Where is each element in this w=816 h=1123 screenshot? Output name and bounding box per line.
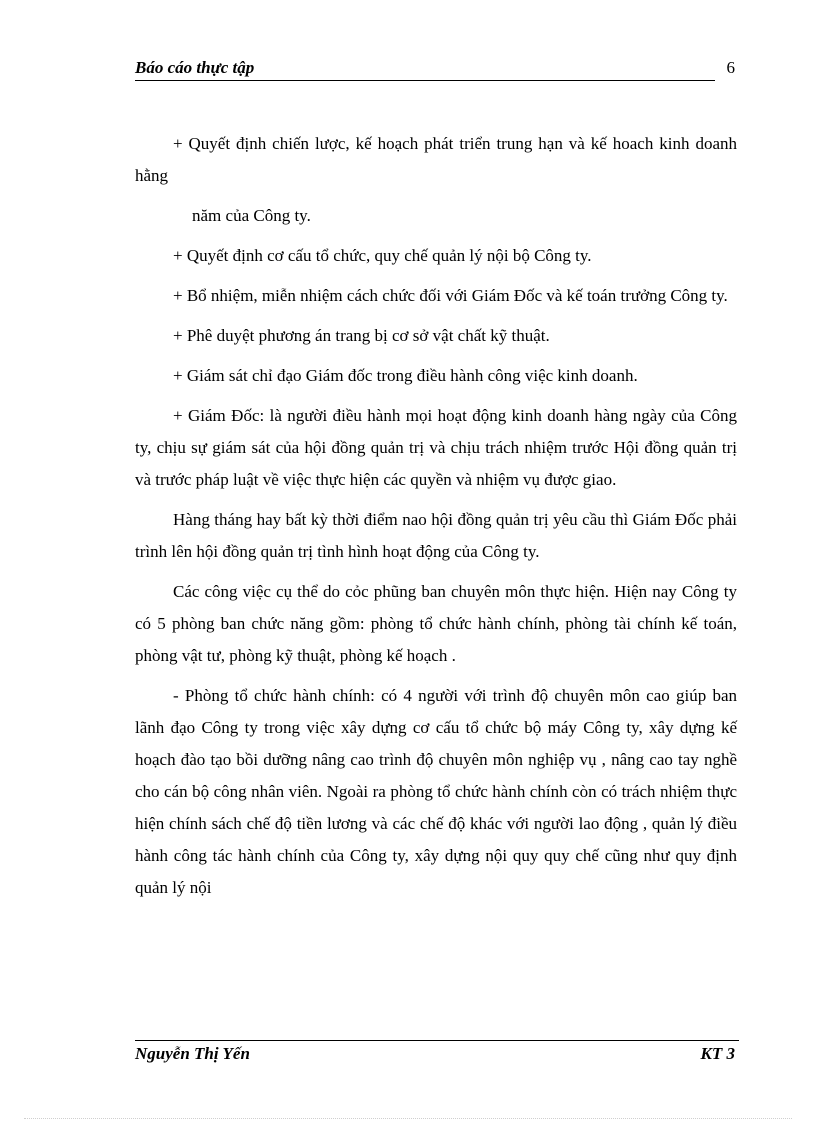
paragraph-supervision: + Giám sát chỉ đạo Giám đốc trong điều hành công việc kinh doanh. [173,366,638,385]
page-bottom-edge [24,1118,792,1119]
paragraph-admin-dept: - Phòng tổ chức hành chính: có 4 người với trình độ chuyên môn cao giúp ban lãnh đạo Công ty trong việc xây dựng cơ cấu tổ chức bộ máy Công ty, xây dựng kế hoạch đào tạo bồi dưỡng nâng cao trình độ chuyên môn nghiệp vụ , nâng cao tay nghề cho cán bộ công nhân viên. Ngoài ra phòng tổ chức hành chính còn có trách nhiệm thực hiện chính sách chế độ tiền lương và các chế độ khác với người lao động , quản lý điều hành công tác hành chính của Công ty, xây dựng nội quy quy chế cũng như quy định quản lý nội [135,686,737,897]
document-body [135,128,737,912]
paragraph-departments: Các công việc cụ thể do cỏc phũng ban chuyên môn thực hiện. Hiện nay Công ty có 5 phòng ban chức năng gồm: phòng tổ chức hành chính, phòng tài chính kế toán, phòng vật tư, phòng kỹ thuật, phòng kế hoạch . [135,582,737,665]
class-code: KT 3 [700,1044,735,1063]
paragraph-approval: + Phê duyệt phương án trang bị cơ sở vật chất kỹ thuật. [173,326,550,345]
footer-divider [135,1040,739,1041]
paragraph-strategy: + Quyết định chiến lược, kế hoạch phát triển trung hạn và kế hoach kinh doanh hằng [135,134,737,185]
paragraph-strategy-cont: năm của Công ty. [192,206,311,225]
page-number: 6 [726,58,735,77]
paragraph-structure: + Quyết định cơ cấu tổ chức, quy chế quản lý nội bộ Công ty. [173,246,592,265]
paragraph-appointment: + Bổ nhiệm, miễn nhiệm cách chức đối với Giám Đốc và kế toán trưởng Công ty. [173,286,728,305]
author-name: Nguyễn Thị Yến [135,1044,250,1063]
report-title: Báo cáo thực tập [135,58,255,77]
header-divider [135,80,715,81]
paragraph-director: + Giám Đốc: là người điều hành mọi hoạt động kinh doanh hàng ngày của Công ty, chịu sự giám sát của hội đồng quản trị và chịu trách nhiệm trước Hội đồng quản trị và trước pháp luật về việc thực hiện các quyền và nhiệm vụ được giao. [135,406,737,489]
page-footer [135,1040,739,1070]
paragraph-monthly-report: Hàng tháng hay bất kỳ thời điểm nao hội đồng quản trị yêu cầu thì Giám Đốc phải trình lên hội đồng quản trị tình hình hoạt động của Công ty. [135,510,737,561]
page-header [135,56,739,84]
